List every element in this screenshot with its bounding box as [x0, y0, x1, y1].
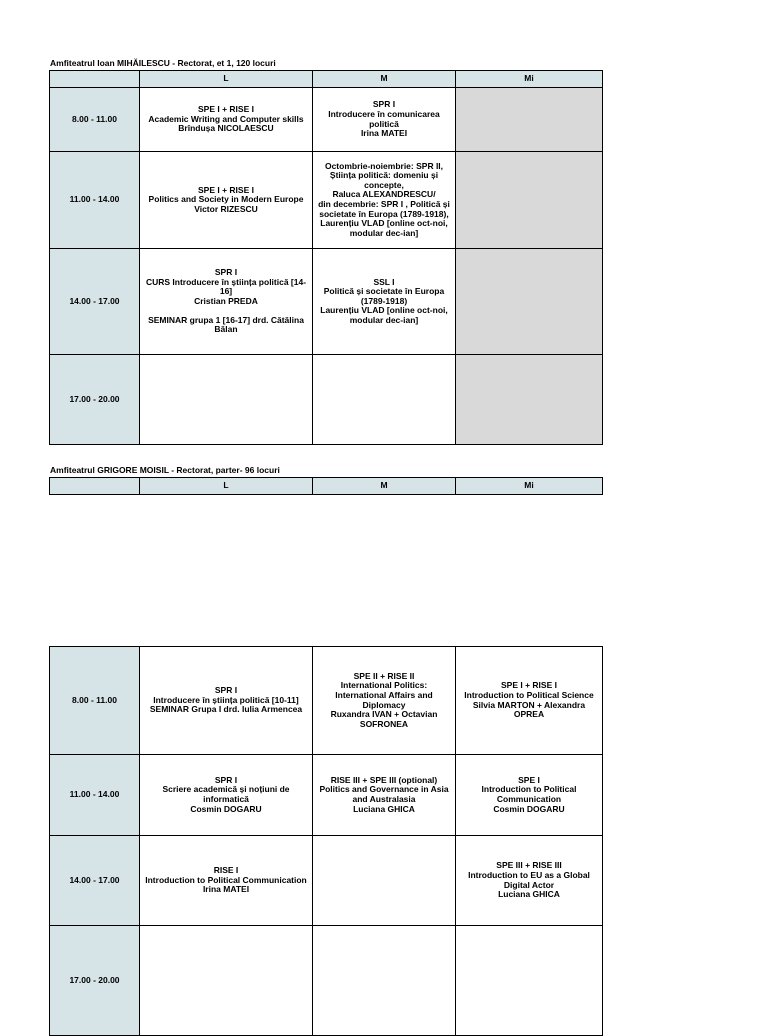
course-line: International Politics:	[340, 680, 428, 691]
course-line: (1789-1918)	[360, 295, 408, 306]
course-line: modular dec-ian]	[349, 227, 419, 238]
course-line: Cristian PREDA	[194, 295, 258, 306]
course-line: SPR I	[214, 266, 238, 277]
course-line: modular dec-ian]	[349, 314, 419, 325]
course-line: Introducere în comunicarea	[328, 108, 440, 119]
course-line: Cosmin DOGARU	[190, 803, 262, 814]
header-corner	[50, 71, 140, 88]
course-line: Raluca ALEXANDRESCU/	[332, 189, 436, 200]
header-corner	[50, 478, 140, 495]
time-slot-label: 8.00 - 11.00	[50, 88, 140, 152]
course-line: informatică	[203, 794, 249, 804]
day-header-l: L	[140, 71, 313, 88]
course-line: SPR I	[214, 685, 238, 696]
day-header-mi: Mi	[456, 478, 603, 495]
course-line: SEMINAR grupa 1 [16-17] drd. Cătălina	[148, 314, 304, 325]
empty-cell	[456, 88, 603, 152]
empty-cell	[313, 836, 456, 926]
class-cell	[456, 755, 603, 836]
empty-cell	[313, 355, 456, 445]
empty-cell	[456, 355, 603, 445]
course-line: RISE III + SPE III (optional)	[330, 774, 438, 785]
class-cell	[313, 88, 456, 152]
course-line: Introduction to Political Communication	[145, 874, 307, 885]
class-cell	[313, 647, 456, 755]
empty-cell	[456, 249, 603, 355]
course-line: Luciana GHICA	[498, 889, 560, 900]
course-line: societate în Europa (1789-1918),	[319, 208, 449, 219]
room-title-moisil: Amfiteatrul GRIGORE MOISIL - Rectorat, parter- 96 locuri	[50, 465, 280, 475]
course-line: Laurențiu VLAD [online oct-noi,	[320, 305, 448, 316]
course-line: Luciana GHICA	[353, 803, 415, 814]
course-line: politică	[369, 118, 399, 129]
class-cell	[313, 755, 456, 836]
time-slot-row	[50, 88, 603, 152]
schedule-table-moisil	[49, 646, 603, 1036]
course-line: Brîndușa NICOLAESCU	[178, 123, 274, 134]
course-line: Politică și societate în Europa	[323, 286, 445, 297]
time-slot-label: 17.00 - 20.00	[50, 355, 140, 445]
class-cell	[140, 836, 313, 926]
course-line: Silvia MARTON + Alexandra	[472, 699, 586, 710]
course-line: SPR I	[214, 774, 238, 785]
course-line: Academic Writing and Computer skills	[148, 113, 304, 124]
class-cell	[140, 88, 313, 152]
schedule-table-mihailescu	[49, 70, 603, 445]
course-line: International Affairs and	[335, 689, 433, 700]
time-slot-label: 11.00 - 14.00	[50, 755, 140, 836]
class-cell	[140, 249, 313, 355]
course-line: Știința politică: domeniu și	[329, 170, 439, 181]
course-line: SPE I + RISE I	[501, 680, 557, 691]
day-header-row	[50, 71, 603, 88]
time-slot-label: 17.00 - 20.00	[50, 926, 140, 1036]
time-slot-row	[50, 755, 603, 836]
course-line: SPE II + RISE II	[353, 670, 415, 681]
time-slot-row	[50, 647, 603, 755]
time-slot-label: 8.00 - 11.00	[50, 647, 140, 755]
class-cell	[456, 836, 603, 926]
course-line: SPE III + RISE III	[496, 860, 562, 871]
empty-cell	[313, 926, 456, 1036]
time-slot-row	[50, 926, 603, 1036]
course-line: Introducere în știința politică [10-11]	[153, 694, 299, 705]
empty-cell	[140, 926, 313, 1036]
course-line: SPR I	[372, 99, 396, 110]
time-slot-row	[50, 836, 603, 926]
course-line: SPE I + RISE I	[198, 184, 254, 195]
time-slot-row	[50, 249, 603, 355]
course-line: Introduction to EU as a Global	[468, 869, 590, 880]
course-line: Irina MATEI	[202, 884, 250, 895]
class-cell	[140, 755, 313, 836]
time-slot-label: 14.00 - 17.00	[50, 836, 140, 926]
empty-cell	[140, 355, 313, 445]
course-line: OPREA	[513, 709, 545, 720]
course-line: SSL I	[373, 276, 395, 287]
day-header-row	[50, 478, 603, 495]
course-line: Introduction to Political	[481, 784, 577, 795]
course-line: Victor RIZESCU	[194, 203, 258, 214]
course-line: concepte,	[364, 179, 404, 190]
class-cell	[313, 152, 456, 249]
course-line: din decembrie: SPR I , Politică și	[318, 199, 450, 209]
course-line: SPE I	[518, 774, 540, 785]
course-line: RISE I	[213, 865, 239, 876]
schedule-header-moisil	[49, 477, 603, 495]
course-line: Diplomacy	[362, 699, 406, 710]
time-slot-row	[50, 355, 603, 445]
course-line: Irina MATEI	[360, 128, 408, 139]
course-line: CURS Introducere în știința politică [14-	[145, 276, 307, 287]
room-title-mihailescu: Amfiteatrul Ioan MIHĂILESCU - Rectorat, et 1, 120 locuri	[50, 58, 276, 68]
time-slot-row	[50, 152, 603, 249]
course-line: 16]	[219, 286, 233, 297]
course-line: Scriere academică și noțiuni de	[162, 784, 290, 795]
day-header-l: L	[140, 478, 313, 495]
course-line: SPE I + RISE I	[198, 104, 254, 115]
day-header-m: M	[313, 478, 456, 495]
course-line: SEMINAR Grupa I drd. Iulia Armencea	[149, 704, 303, 715]
course-line: Ruxandra IVAN + Octavian	[330, 709, 438, 720]
empty-cell	[456, 926, 603, 1036]
course-line: Communication	[496, 794, 562, 804]
course-line: Octombrie-noiembrie: SPR II,	[324, 160, 444, 171]
course-line: Digital Actor	[503, 879, 555, 890]
course-line: Bălan	[214, 324, 238, 335]
day-header-m: M	[313, 71, 456, 88]
course-line: and Australasia	[352, 794, 416, 804]
course-line: Politics and Society in Modern Europe	[148, 194, 304, 205]
class-cell	[140, 647, 313, 755]
course-line: Politics and Governance in Asia	[319, 784, 449, 795]
class-cell	[456, 647, 603, 755]
time-slot-label: 11.00 - 14.00	[50, 152, 140, 249]
course-line: Introduction to Political Science	[464, 689, 594, 700]
empty-cell	[456, 152, 603, 249]
course-line: Laurențiu VLAD [online oct-noi,	[320, 218, 448, 229]
course-line: Cosmin DOGARU	[493, 803, 565, 814]
class-cell	[313, 249, 456, 355]
course-line: SOFRONEA	[359, 718, 409, 729]
time-slot-label: 14.00 - 17.00	[50, 249, 140, 355]
class-cell	[140, 152, 313, 249]
day-header-mi: Mi	[456, 71, 603, 88]
